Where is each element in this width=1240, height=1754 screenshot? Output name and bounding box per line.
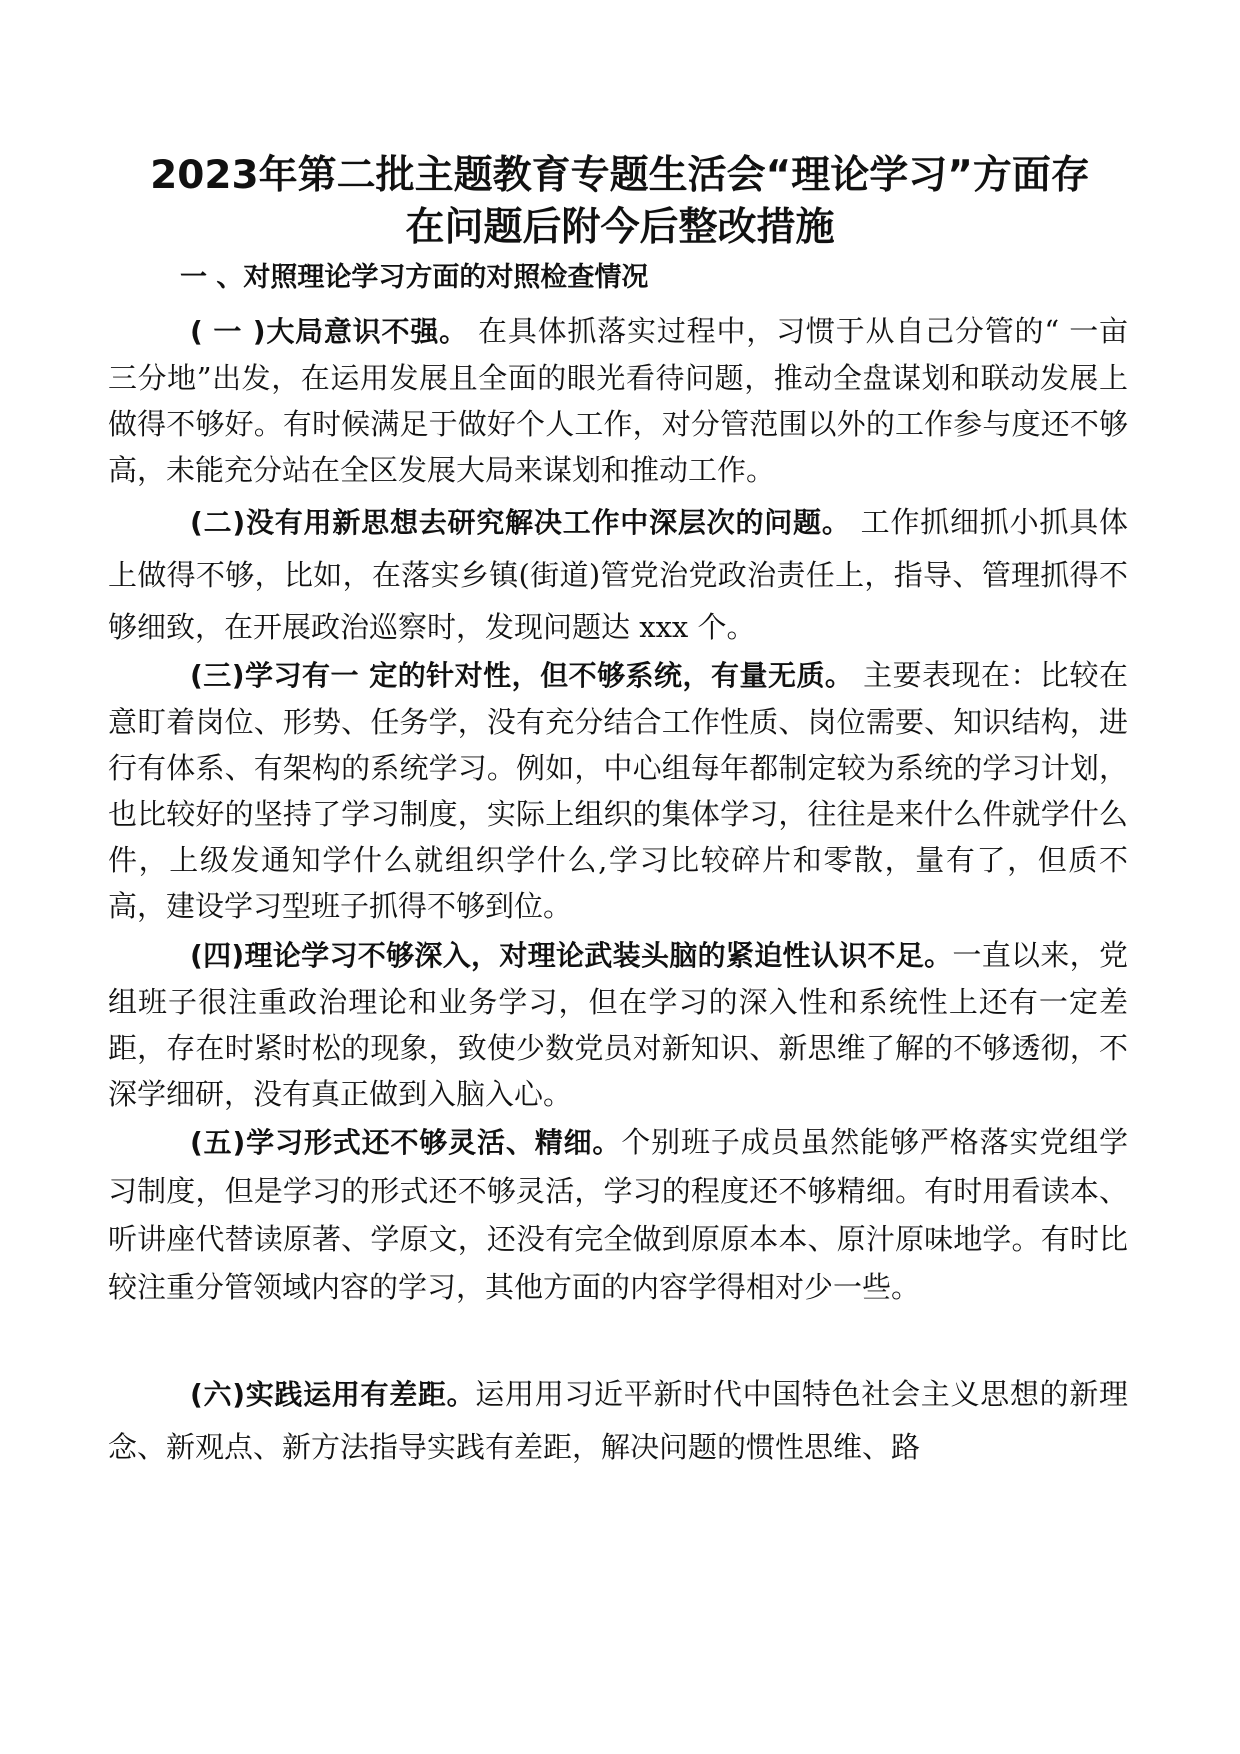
paragraph-2 xyxy=(108,496,1128,653)
paragraph-2-heading: (二)没有用新思想去研究解决工作中深层次的问题。 xyxy=(190,506,851,539)
paragraph-1-body: 在具体抓落实过程中，习惯于从自己分管的“ 一亩三分地”出发，在运用发展且全面的眼光看待问题，推动全盘谋划和联动发展上做得不够好。有时候满足于做好个人工作，对分管范围以外的工作参与度还不够高，未能充分站在全区发展大局来谋划和推动工作。 xyxy=(108,314,1129,487)
paragraph-3-heading: (三)学习有一 定的针对性，但不够系统，有量无质。 xyxy=(190,659,854,692)
paragraph-4 xyxy=(108,932,1128,1117)
paragraph-3-body: 主要表现在：比较在意盯着岗位、形势、任务学，没有充分结合工作性质、岗位需要、知识结构，进行有体系、有架构的系统学习。例如，中心组每年都制定较为系统的学习计划，也比较好的坚持了学习制度，实际上组织的集体学习，往往是来什么件就学什么件，上级发通知学什么就组织学什么,学习比较碎片和零散，量有了，但质不高，建设学习型班子抓得不够到位。 xyxy=(108,658,1128,923)
document-title xyxy=(100,150,1140,254)
paragraph-6 xyxy=(108,1368,1128,1473)
paragraph-1-heading: ( 一 )大局意识不强。 xyxy=(190,315,468,348)
paragraph-5-heading: (五)学习形式还不够灵活、精细。 xyxy=(190,1126,622,1159)
paragraph-3 xyxy=(108,652,1128,929)
paragraph-2-body: 工作抓细抓小抓具体上做得不够，比如，在落实乡镇(街道)管党治党政治责任上，指导、管理抓得不够细致，在开展政治巡察时，发现问题达 xxx 个。 xyxy=(108,505,1128,644)
paragraph-1 xyxy=(108,308,1128,493)
paragraph-4-heading: (四)理论学习不够深入，对理论武装头脑的紧迫性认识不足。 xyxy=(190,939,953,972)
paragraph-6-heading: (六)实践运用有差距。 xyxy=(190,1378,476,1411)
paragraph-5-body: 个别班子成员虽然能够严格落实党组学习制度，但是学习的形式还不够灵活，学习的程度还不够精细。有时用看读本、听讲座代替读原著、学原文，还没有完全做到原原本本、原汁原味地学。有时比较注重分管领域内容的学习，其他方面的内容学得相对少一些。 xyxy=(108,1125,1128,1304)
paragraph-6-body: 运用用习近平新时代中国特色社会主义思想的新理念、新观点、新方法指导实践有差距，解决问题的惯性思维、路 xyxy=(108,1377,1128,1464)
section-heading: 一 、对照理论学习方面的对照检查情况 xyxy=(180,262,649,293)
title-line-1: 2023年第二批主题教育专题生活会“理论学习”方面存 xyxy=(150,153,1090,198)
paragraph-4-body: 一直以来，党组班子很注重政治理论和业务学习，但在学习的深入性和系统性上还有一定差距，存在时紧时松的现象，致使少数党员对新知识、新思维了解的不够透彻，不深学细研，没有真正做到入脑入心。 xyxy=(108,938,1128,1111)
title-line-2: 在问题后附今后整改措施 xyxy=(405,205,835,250)
paragraph-5 xyxy=(108,1118,1128,1311)
